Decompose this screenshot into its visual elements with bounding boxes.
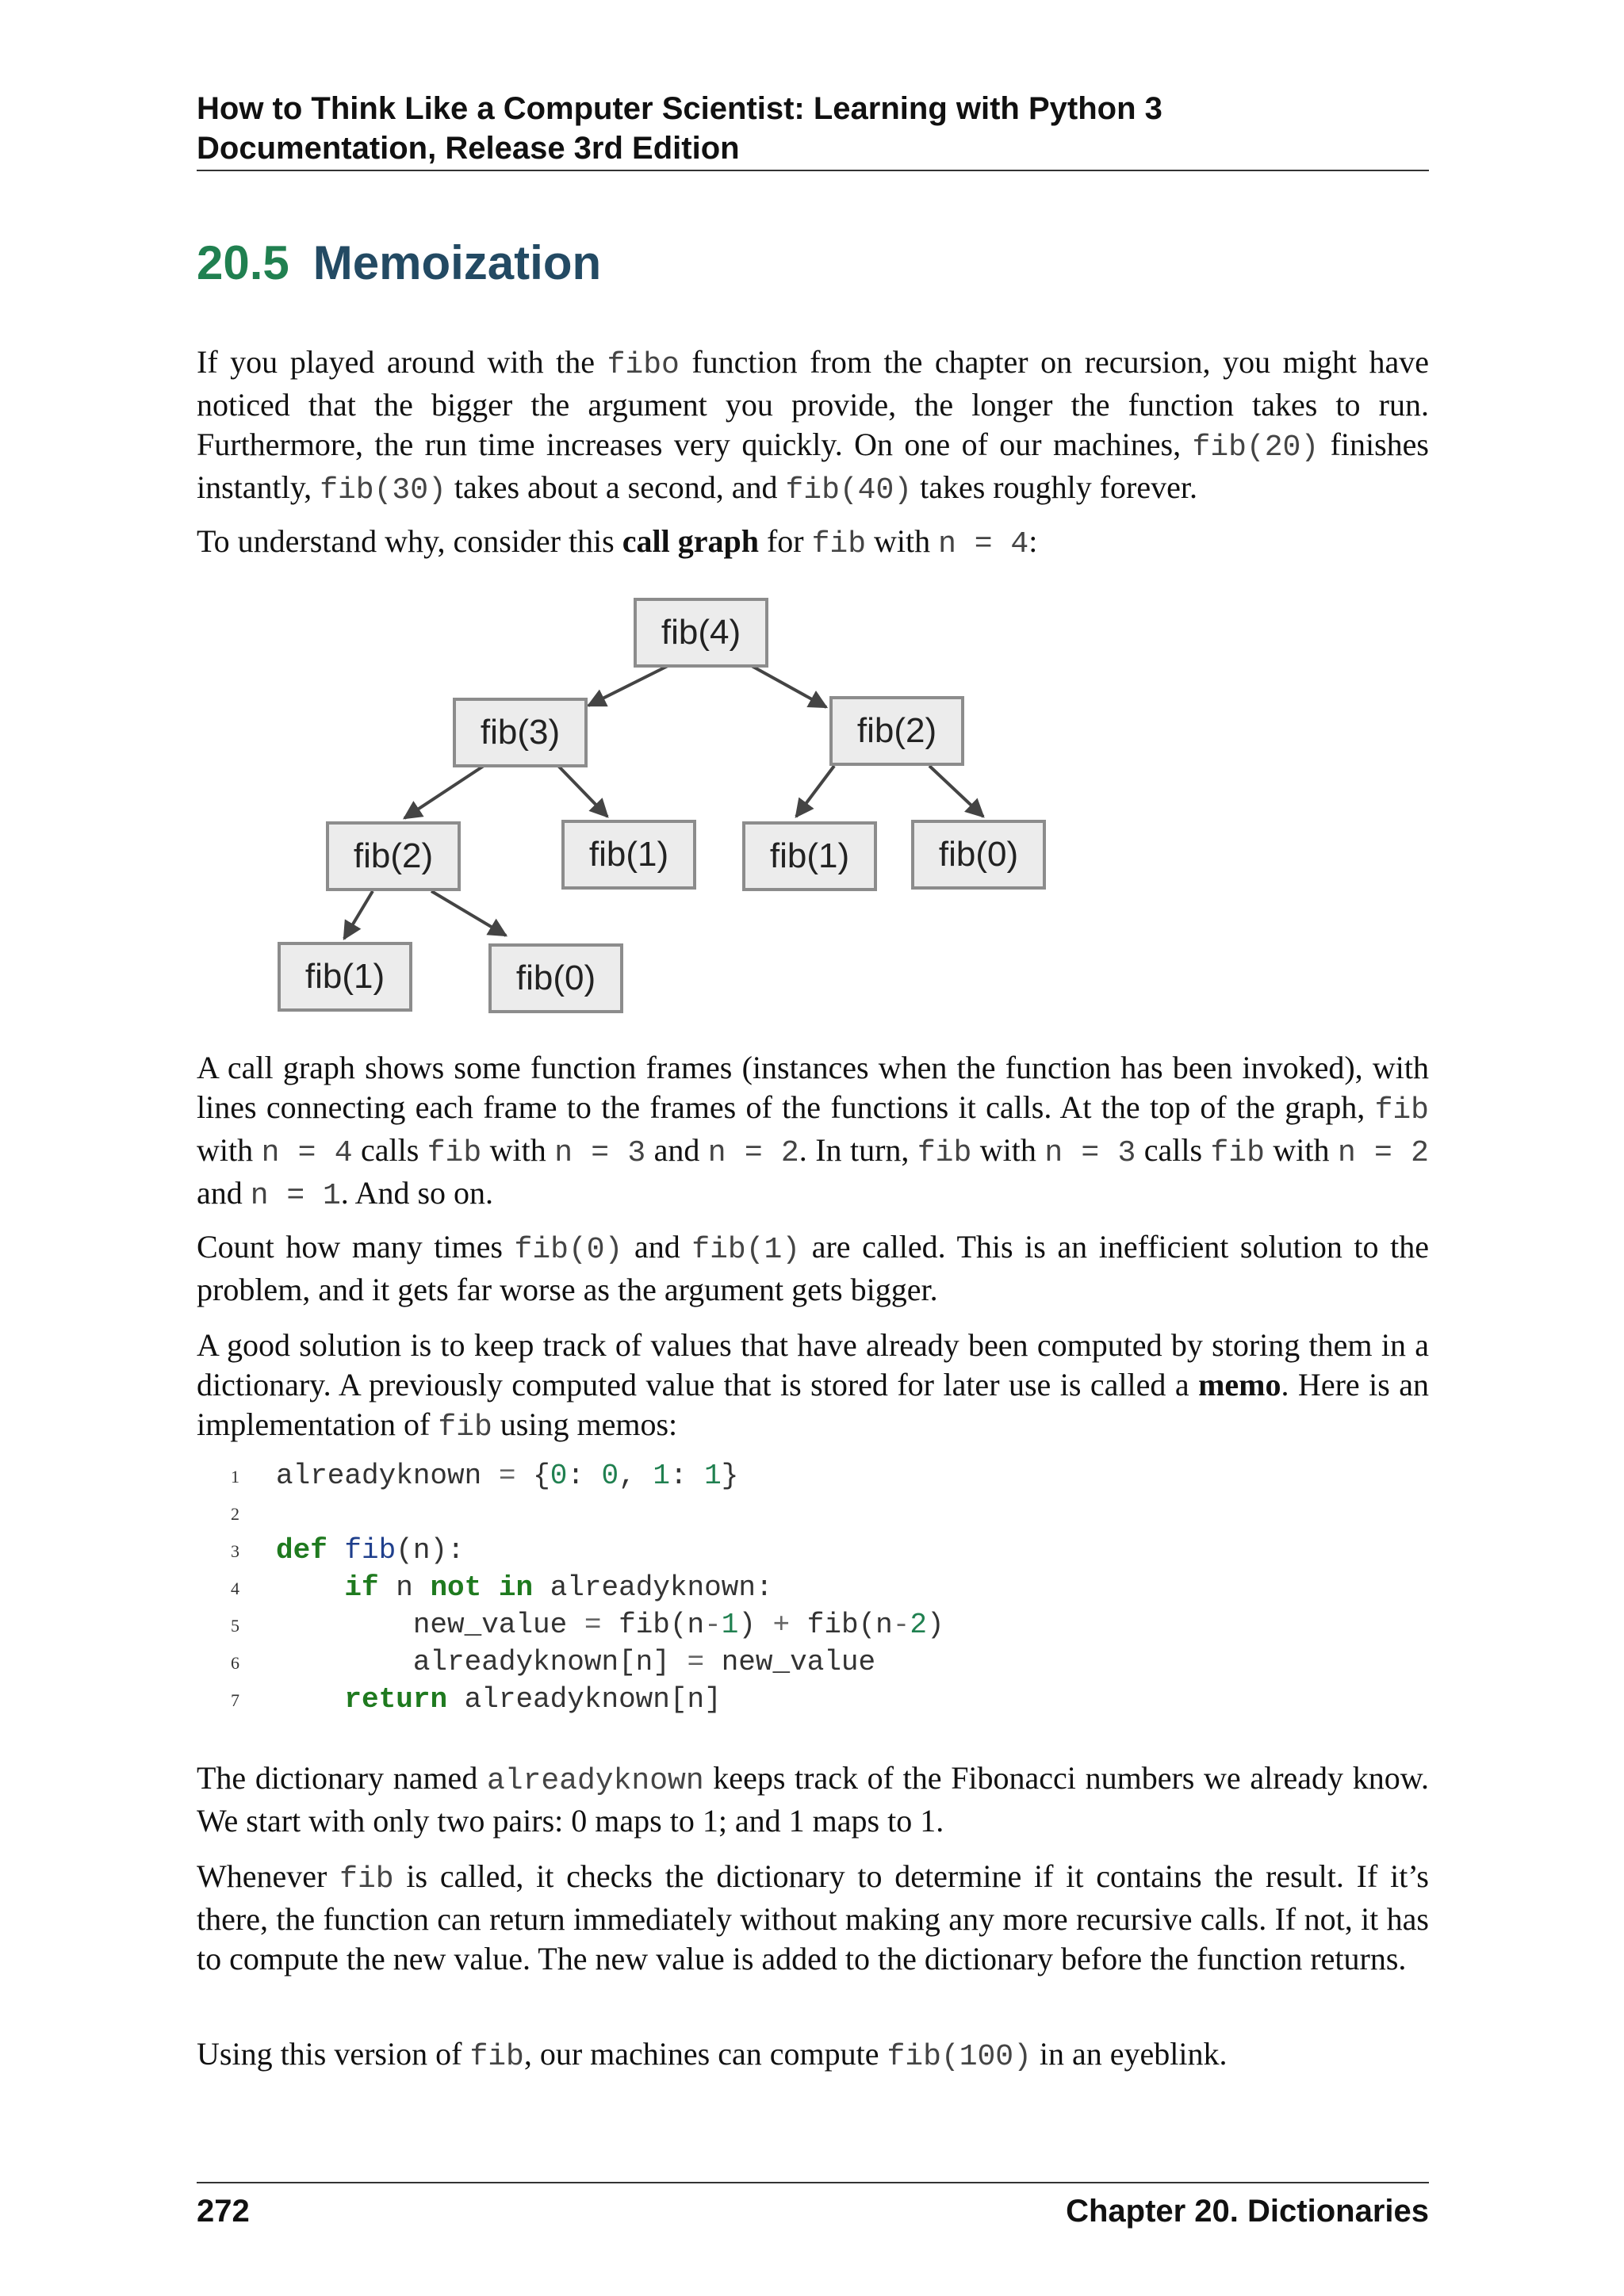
token: alreadyknown [276, 1460, 499, 1492]
token: new_value [704, 1646, 876, 1678]
token: 0 [550, 1460, 568, 1492]
text: calls [1136, 1132, 1211, 1168]
node-fib0-b [490, 945, 622, 1012]
node-label: fib(1) [588, 835, 669, 874]
token: 2 [910, 1609, 927, 1641]
code-text [276, 1681, 722, 1718]
text: takes roughly forever. [912, 469, 1197, 505]
footer-divider [197, 2182, 1429, 2183]
token: = [498, 1460, 516, 1492]
text: is called, it checks the dictionary to determine if it contains the result. If it’s there, the function can return immediately without making any more recursive calls. If not, it has to compute the new value. The new value is added to the dictionary before the function returns. [197, 1858, 1429, 1976]
node-fib1-c [279, 943, 411, 1010]
text: with [481, 1132, 555, 1168]
section-title [197, 232, 601, 295]
text: Whenever [197, 1858, 340, 1894]
token: fib(n [790, 1609, 893, 1641]
code-line [197, 1569, 1429, 1606]
token: n [378, 1571, 431, 1604]
token: if [344, 1571, 379, 1604]
text: for [758, 523, 812, 559]
token: 1 [653, 1460, 670, 1492]
token: - [892, 1609, 910, 1641]
chapter-title: Chapter 20. Dictionaries [1066, 2194, 1429, 2229]
edge-fib2-fib1 [796, 766, 834, 817]
edge-fib2-fib0 [929, 766, 983, 817]
line-number: 2 [231, 1504, 239, 1524]
inline-code: fib [427, 1136, 482, 1170]
token: = [687, 1646, 705, 1678]
line-number: 1 [231, 1467, 239, 1487]
text: are called. This is an inefficient solution to the problem, and it gets far worse as the argument gets bigger. [197, 1229, 1429, 1307]
node-fib0-a [913, 821, 1044, 888]
token: (n): [396, 1534, 465, 1567]
text: keeps track of the Fibonacci numbers we already know. We start with only two pairs: 0 maps to 1; and 1 maps to 1. [197, 1760, 1429, 1839]
inline-code: fib [438, 1410, 492, 1445]
code-line [197, 1606, 1429, 1644]
token [276, 1571, 344, 1604]
text: . And so on. [340, 1175, 494, 1211]
inline-code: fib [1374, 1093, 1429, 1127]
node-label: fib(0) [938, 835, 1019, 874]
inline-code: fib(0) [514, 1233, 623, 1267]
inline-code: fib(20) [1192, 430, 1320, 465]
inline-code: fib [339, 1862, 394, 1896]
header-divider [197, 170, 1429, 171]
section-heading: Memoization [312, 236, 602, 289]
code-text [276, 1569, 773, 1606]
paragraph-call-graph-intro [197, 522, 1429, 564]
token: new_value [412, 1609, 584, 1641]
edge-fib4-fib3 [588, 666, 668, 706]
token: + [772, 1609, 791, 1641]
node-label: fib(2) [856, 711, 937, 750]
code-line [197, 1532, 1429, 1569]
paragraph-call-graph-explanation [197, 1048, 1429, 1216]
text: and [197, 1175, 251, 1211]
token [276, 1609, 413, 1641]
inline-code: n = 4 [261, 1136, 353, 1170]
bold-term: memo [1198, 1367, 1281, 1402]
node-label: fib(1) [769, 836, 850, 875]
token: : [567, 1460, 602, 1492]
header-line-2: Documentation, Release 3rd Edition [197, 131, 740, 166]
code-line [197, 1681, 1429, 1718]
token: in [498, 1571, 534, 1604]
section-number: 20.5 [197, 236, 289, 289]
text: . Here is an implementation of [197, 1367, 1429, 1442]
token: fib(n [601, 1609, 705, 1641]
edge-fib4-fib2 [752, 666, 826, 707]
line-number: 7 [231, 1690, 239, 1710]
node-fib2-left [327, 823, 459, 890]
code-text [276, 1606, 944, 1644]
inline-code: fib [1210, 1136, 1265, 1170]
paragraph-memo-intro [197, 1326, 1429, 1448]
text: The dictionary named [197, 1760, 487, 1796]
page-footer [197, 2191, 1429, 2231]
code-text [276, 1457, 738, 1494]
code-listing [197, 1457, 1429, 1718]
text: calls [352, 1132, 427, 1168]
text: : [1028, 523, 1038, 559]
text: , our machines can compute [523, 2036, 887, 2072]
token: = [584, 1609, 602, 1641]
text: . In turn, [799, 1132, 917, 1168]
token: alreadyknown[n] [412, 1646, 688, 1678]
paragraph-count-calls [197, 1227, 1429, 1310]
text: and [645, 1132, 708, 1168]
line-number: 3 [231, 1541, 239, 1561]
token [327, 1534, 345, 1567]
code-line [197, 1494, 1429, 1532]
text: with [1264, 1132, 1338, 1168]
text: function from the chapter on recursion, you might have noticed that the bigger the argument you provide, the longer the function takes to run. Furthermore, the run time increases very quickly. On one of our machines, [197, 344, 1429, 462]
edge-fib3-fib1 [558, 766, 607, 817]
token: { [515, 1460, 550, 1492]
text: A good solution is to keep track of values that have already been computed by storing them in a dictionary. A previously computed value that is stored for later use is called a [197, 1327, 1429, 1402]
token: alreadyknown[n] [447, 1683, 722, 1716]
node-label: fib(0) [515, 959, 596, 997]
token: 0 [601, 1460, 619, 1492]
header-line-1: How to Think Like a Computer Scientist: Learning with Python 3 [197, 91, 1162, 126]
running-header [197, 89, 1429, 168]
inline-code: fib(100) [887, 2040, 1032, 2074]
inline-code: fib [917, 1136, 972, 1170]
edge-fib3-fib2 [404, 766, 484, 818]
code-text [276, 1644, 875, 1681]
inline-code: fib(40) [785, 473, 913, 507]
token: } [721, 1460, 739, 1492]
text: Using this version of [197, 2036, 470, 2072]
paragraph-conclusion [197, 2034, 1429, 2077]
code-line [197, 1644, 1429, 1681]
token: 1 [721, 1609, 739, 1641]
text: with [866, 523, 939, 559]
text: with [197, 1132, 262, 1168]
edge-fib2-fib0-leaf [431, 891, 506, 936]
text: in an eyeblink. [1031, 2036, 1228, 2072]
text: A call graph shows some function frames (instances when the function has been invoked), with lines connecting each frame to the frames of the functions it calls. At the top of the graph, [197, 1050, 1429, 1125]
node-fib2-right [831, 698, 963, 764]
inline-code: fib [469, 2040, 524, 2074]
text: takes about a second, and [446, 469, 786, 505]
node-fib1-a [563, 821, 695, 888]
line-number: 4 [231, 1578, 239, 1598]
token: : [669, 1460, 705, 1492]
bold-term: call graph [622, 523, 759, 559]
text: Count how many times [197, 1229, 515, 1265]
inline-code: fib(30) [320, 473, 446, 507]
call-graph-svg [197, 587, 1429, 1015]
token: , [619, 1460, 653, 1492]
text: and [622, 1229, 692, 1265]
text: with [971, 1132, 1045, 1168]
token [481, 1571, 499, 1604]
node-label: fib(4) [661, 613, 741, 652]
code-text [276, 1532, 465, 1569]
inline-code: n = 3 [554, 1136, 646, 1170]
node-label: fib(1) [304, 957, 385, 996]
paragraph-intro [197, 342, 1429, 511]
text: To understand why, consider this [197, 523, 622, 559]
inline-code: n = 4 [938, 527, 1029, 561]
token: return [344, 1683, 448, 1716]
token: def [276, 1534, 327, 1567]
line-number: 6 [231, 1653, 239, 1673]
text: If you played around with the [197, 344, 607, 380]
token: 1 [704, 1460, 722, 1492]
node-fib1-b [744, 823, 875, 890]
inline-code: fib [811, 527, 867, 561]
paragraph-lookup [197, 1857, 1429, 1979]
token: ) [738, 1609, 773, 1641]
code-line [197, 1457, 1429, 1494]
page [197, 0, 1429, 2296]
token: fib [344, 1534, 396, 1567]
inline-code: alreadyknown [486, 1764, 704, 1798]
inline-code: n = 2 [1337, 1136, 1429, 1170]
token [276, 1683, 344, 1716]
token [276, 1646, 413, 1678]
paragraph-alreadyknown [197, 1758, 1429, 1841]
page-number: 272 [197, 2194, 250, 2229]
inline-code: n = 3 [1044, 1136, 1136, 1170]
call-graph-figure [197, 587, 1429, 1015]
text: finishes instantly, [197, 427, 1429, 505]
token: not [430, 1571, 482, 1604]
inline-code: n = 2 [707, 1136, 799, 1170]
text: using memos: [492, 1406, 678, 1442]
node-label: fib(2) [353, 836, 434, 875]
token: - [704, 1609, 722, 1641]
node-fib4 [635, 599, 767, 666]
token: alreadyknown: [533, 1571, 773, 1604]
inline-code: fibo [607, 348, 680, 382]
edge-fib2-fib1-leaf [344, 891, 373, 939]
inline-code: n = 1 [250, 1179, 341, 1213]
inline-code: fib(1) [691, 1233, 801, 1267]
line-number: 5 [231, 1616, 239, 1636]
node-fib3 [454, 699, 586, 766]
node-label: fib(3) [480, 713, 561, 752]
token: ) [927, 1609, 944, 1641]
